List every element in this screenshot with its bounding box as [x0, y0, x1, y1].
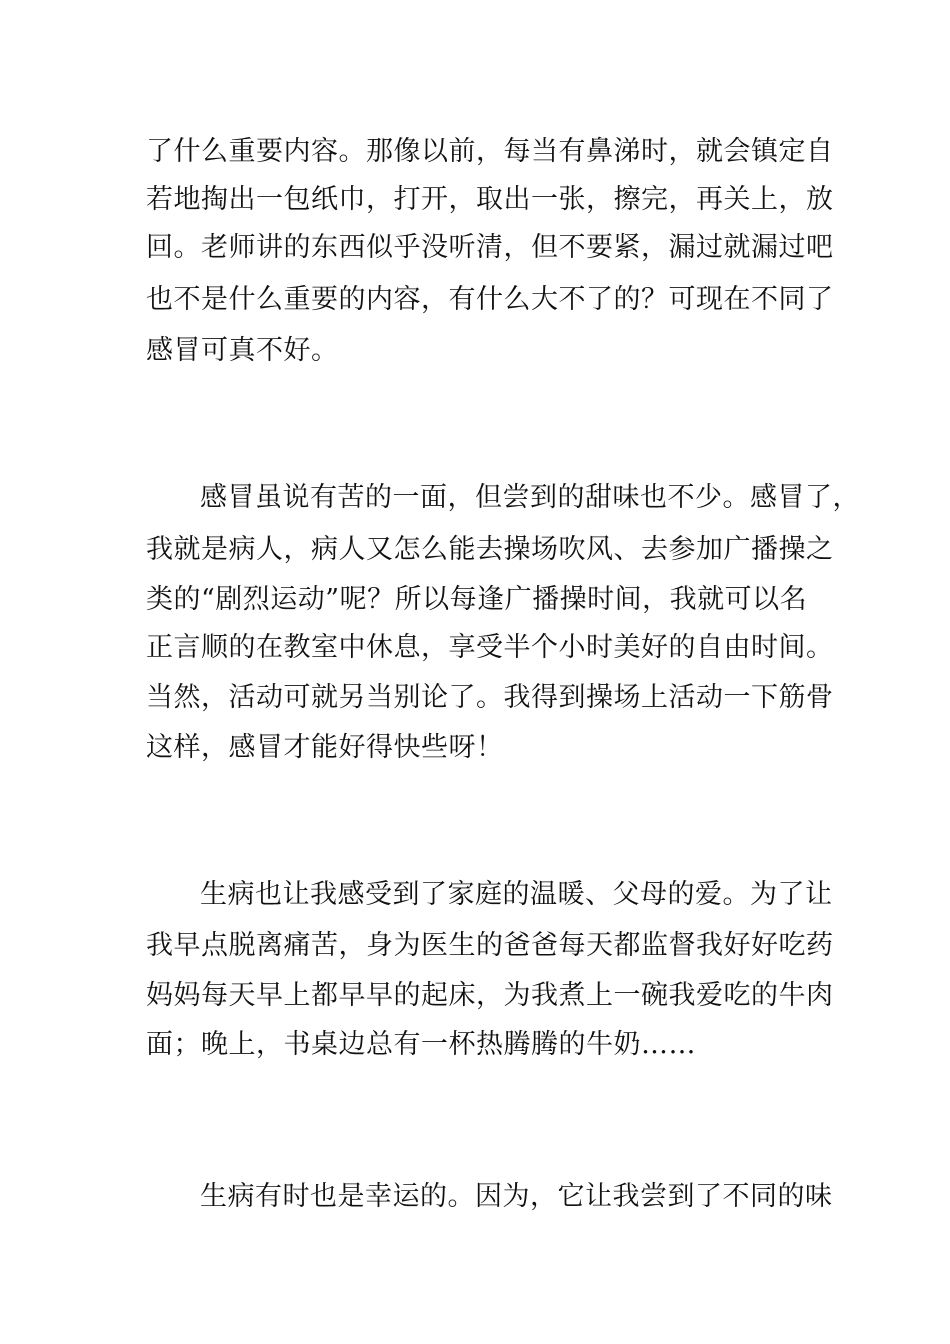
- paragraph-2-line-3: 类的“剧烈运动”呢？所以每逢广播操时间，我就可以名: [146, 584, 808, 615]
- paragraph-2-line-5: 当然，活动可就另当别论了。我得到操场上活动一下筋骨: [146, 682, 834, 713]
- paragraph-4-line-1: 生病有时也是幸运的。因为，它让我尝到了不同的味: [200, 1181, 833, 1212]
- paragraph-3-line-1: 生病也让我感受到了家庭的温暖、父母的爱。为了让: [200, 879, 833, 910]
- paragraph-1-line-2: 若地掏出一包纸巾，打开，取出一张，擦完，再关上，放: [146, 184, 834, 215]
- paragraph-3-line-4: 面；晚上，书桌边总有一杯热腾腾的牛奶……: [146, 1029, 696, 1060]
- paragraph-3-line-2: 我早点脱离痛苦，身为医生的爸爸每天都监督我好好吃药: [146, 930, 834, 961]
- paragraph-2-line-4: 正言顺的在教室中休息，享受半个小时美好的自由时间。: [146, 632, 834, 663]
- paragraph-3-line-3: 妈妈每天早上都早早的起床，为我煮上一碗我爱吃的牛肉: [146, 980, 834, 1011]
- paragraph-2-line-6: 这样，感冒才能好得快些呀！: [146, 732, 504, 763]
- paragraph-1-line-5: 感冒可真不好。: [146, 335, 339, 366]
- paragraph-1-line-1: 了什么重要内容。那像以前，每当有鼻涕时，就会镇定自: [146, 136, 834, 167]
- paragraph-2-line-1: 感冒虽说有苦的一面，但尝到的甜味也不少。感冒了，: [200, 482, 860, 513]
- paragraph-1-line-3: 回。老师讲的东西似乎没听清，但不要紧，漏过就漏过吧: [146, 232, 834, 263]
- paragraph-2-line-2: 我就是病人，病人又怎么能去操场吹风、去参加广播操之: [146, 534, 834, 565]
- paragraph-1-line-4: 也不是什么重要的内容，有什么大不了的？可现在不同了: [146, 284, 834, 315]
